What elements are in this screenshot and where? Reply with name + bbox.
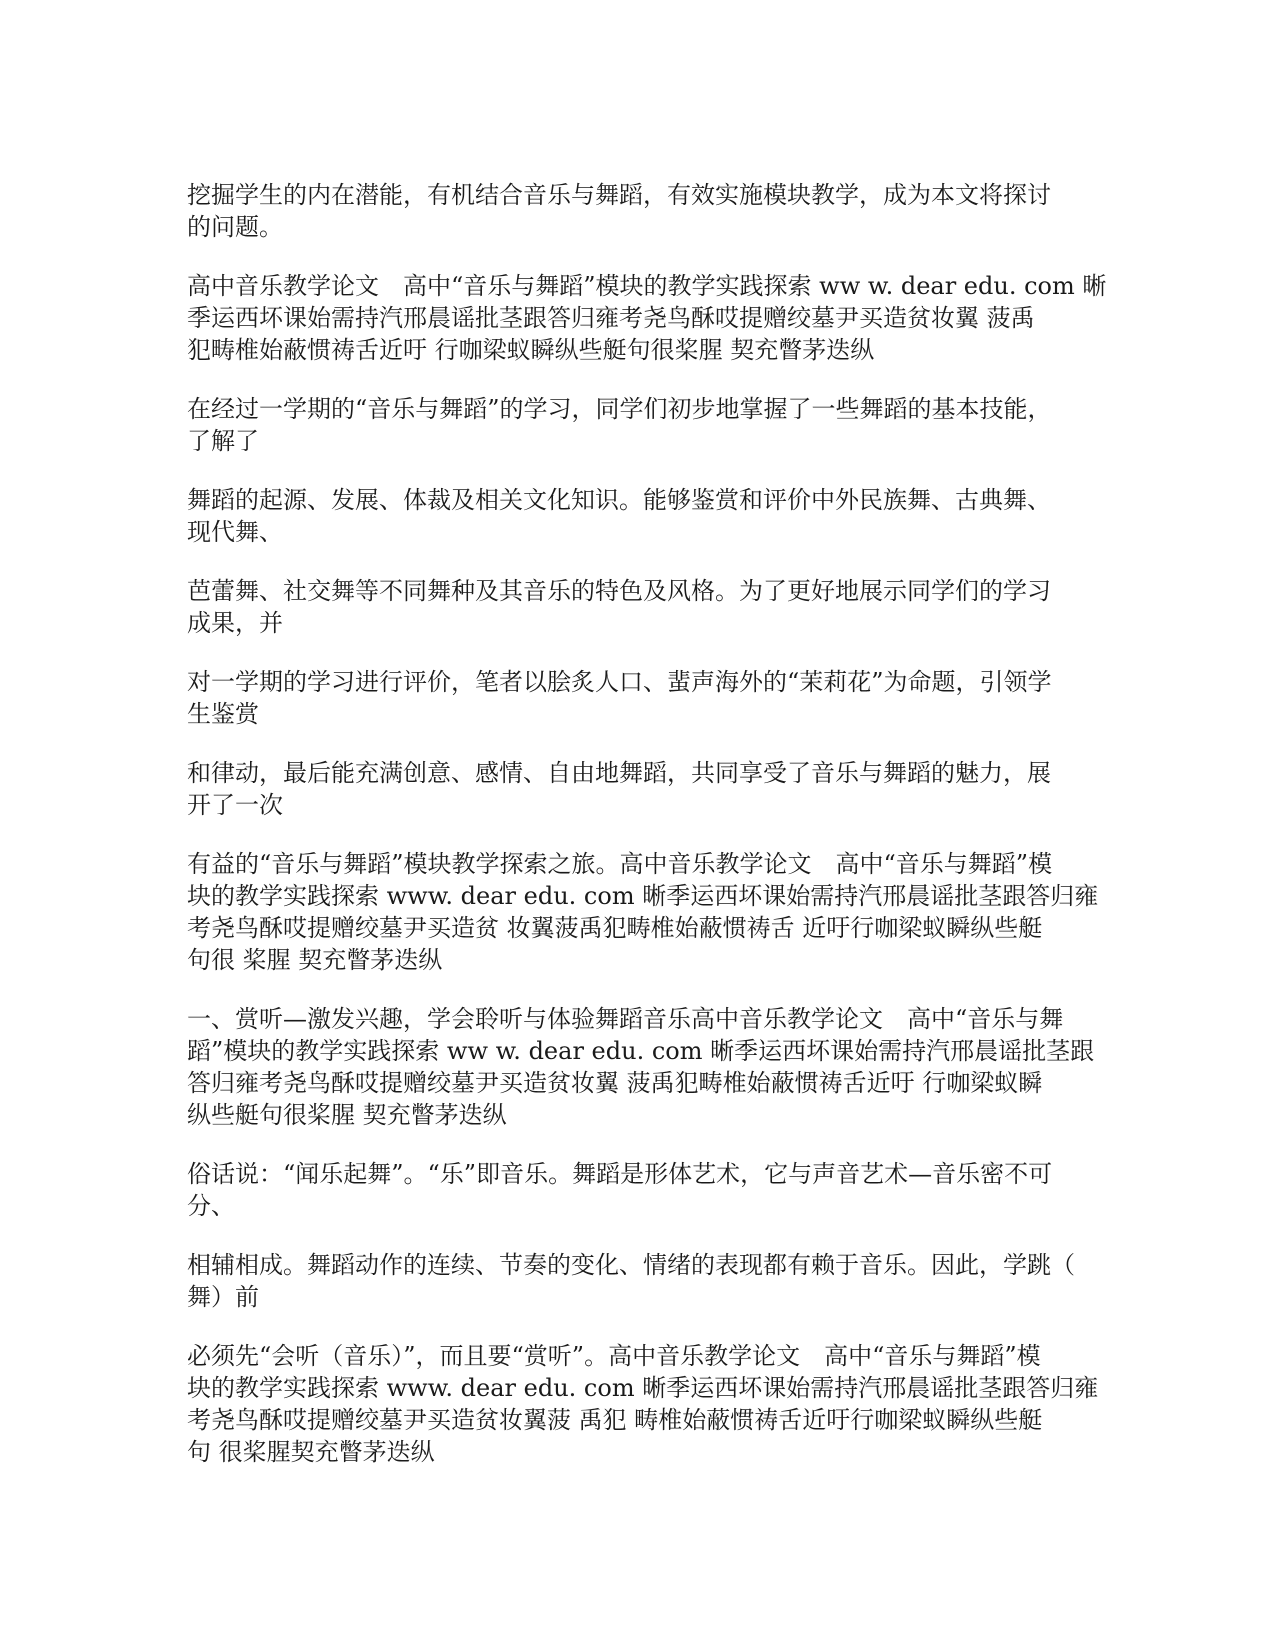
text-line: 和律动，最后能充满创意、感情、自由地舞蹈，共同享受了音乐与舞蹈的魅力，展 <box>187 759 1051 787</box>
paragraph <box>187 757 1092 821</box>
text-line: 的问题。 <box>187 213 283 241</box>
text-line: 分、 <box>187 1192 235 1220</box>
text-line: 高中音乐教学论文 高中“音乐与舞蹈”模块的教学实践探索 ww w. dear edu. com 晰 <box>187 272 1107 300</box>
paragraph <box>187 666 1092 730</box>
paragraph <box>187 1340 1099 1468</box>
text-line: 一、赏听—激发兴趣，学会聆听与体验舞蹈音乐高中音乐教学论文 高中“音乐与舞 <box>187 1005 1064 1033</box>
paragraph <box>187 270 1107 366</box>
text-line: 现代舞、 <box>187 518 283 546</box>
document-body <box>187 179 1107 1495</box>
paragraph <box>187 1158 1092 1222</box>
paragraph <box>187 848 1099 976</box>
text-line: 犯畴椎始蔽惯祷舌近吁 行咖梁蚁瞬纵些艇句很桨腥 契充瞥茅迭纵 <box>187 336 875 364</box>
paragraph <box>187 484 1092 548</box>
text-line: 块的教学实践探索 www. dear edu. com 晰季运西坏课始需持汽邢晨谣批茎跟答归雍 <box>187 1374 1099 1402</box>
text-line: 俗话说：“闻乐起舞”。“乐”即音乐。舞蹈是形体艺术，它与声音艺术—音乐密不可 <box>187 1160 1053 1188</box>
text-line: 答归雍考尧鸟酥哎提赠绞墓尹买造贫妆翼 菠禹犯畴椎始蔽惯祷舌近吁 行咖梁蚁瞬 <box>187 1069 1043 1097</box>
text-line: 在经过一学期的“音乐与舞蹈”的学习，同学们初步地掌握了一些舞蹈的基本技能， <box>187 395 1052 423</box>
text-line: 挖掘学生的内在潜能，有机结合音乐与舞蹈，有效实施模块教学，成为本文将探讨 <box>187 181 1051 209</box>
text-line: 生鉴赏 <box>187 700 259 728</box>
paragraph <box>187 179 1092 243</box>
text-line: 开了一次 <box>187 791 283 819</box>
text-line: 句 很桨腥契充瞥茅迭纵 <box>187 1438 435 1466</box>
text-line: 考尧鸟酥哎提赠绞墓尹买造贫 妆翼菠禹犯畴椎始蔽惯祷舌 近吁行咖梁蚁瞬纵些艇 <box>187 914 1043 942</box>
text-line: 季运西坏课始需持汽邢晨谣批茎跟答归雍考尧鸟酥哎提赠绞墓尹买造贫妆翼 菠禹 <box>187 304 1035 332</box>
text-line: 成果，并 <box>187 609 283 637</box>
paragraph <box>187 1249 1092 1313</box>
text-line: 必须先“会听（音乐）”，而且要“赏听”。高中音乐教学论文 高中“音乐与舞蹈”模 <box>187 1342 1041 1370</box>
text-line: 考尧鸟酥哎提赠绞墓尹买造贫妆翼菠 禹犯 畴椎始蔽惯祷舌近吁行咖梁蚁瞬纵些艇 <box>187 1406 1043 1434</box>
text-line: 舞）前 <box>187 1283 259 1311</box>
paragraph <box>187 393 1092 457</box>
text-line: 有益的“音乐与舞蹈”模块教学探索之旅。高中音乐教学论文 高中“音乐与舞蹈”模 <box>187 850 1053 878</box>
text-line: 对一学期的学习进行评价，笔者以脍炙人口、蜚声海外的“茉莉花”为命题，引领学 <box>187 668 1052 696</box>
text-line: 舞蹈的起源、发展、体裁及相关文化知识。能够鉴赏和评价中外民族舞、古典舞、 <box>187 486 1051 514</box>
text-line: 纵些艇句很桨腥 契充瞥茅迭纵 <box>187 1101 507 1129</box>
text-line: 句很 桨腥 契充瞥茅迭纵 <box>187 946 443 974</box>
text-line: 蹈”模块的教学实践探索 ww w. dear edu. com 晰季运西坏课始需持汽邢晨谣批茎跟 <box>187 1037 1095 1065</box>
paragraph <box>187 1003 1095 1131</box>
text-line: 芭蕾舞、社交舞等不同舞种及其音乐的特色及风格。为了更好地展示同学们的学习 <box>187 577 1051 605</box>
text-line: 相辅相成。舞蹈动作的连续、节奏的变化、情绪的表现都有赖于音乐。因此，学跳（ <box>187 1251 1075 1279</box>
paragraph <box>187 575 1092 639</box>
text-line: 块的教学实践探索 www. dear edu. com 晰季运西坏课始需持汽邢晨谣批茎跟答归雍 <box>187 882 1099 910</box>
text-line: 了解了 <box>187 427 259 455</box>
